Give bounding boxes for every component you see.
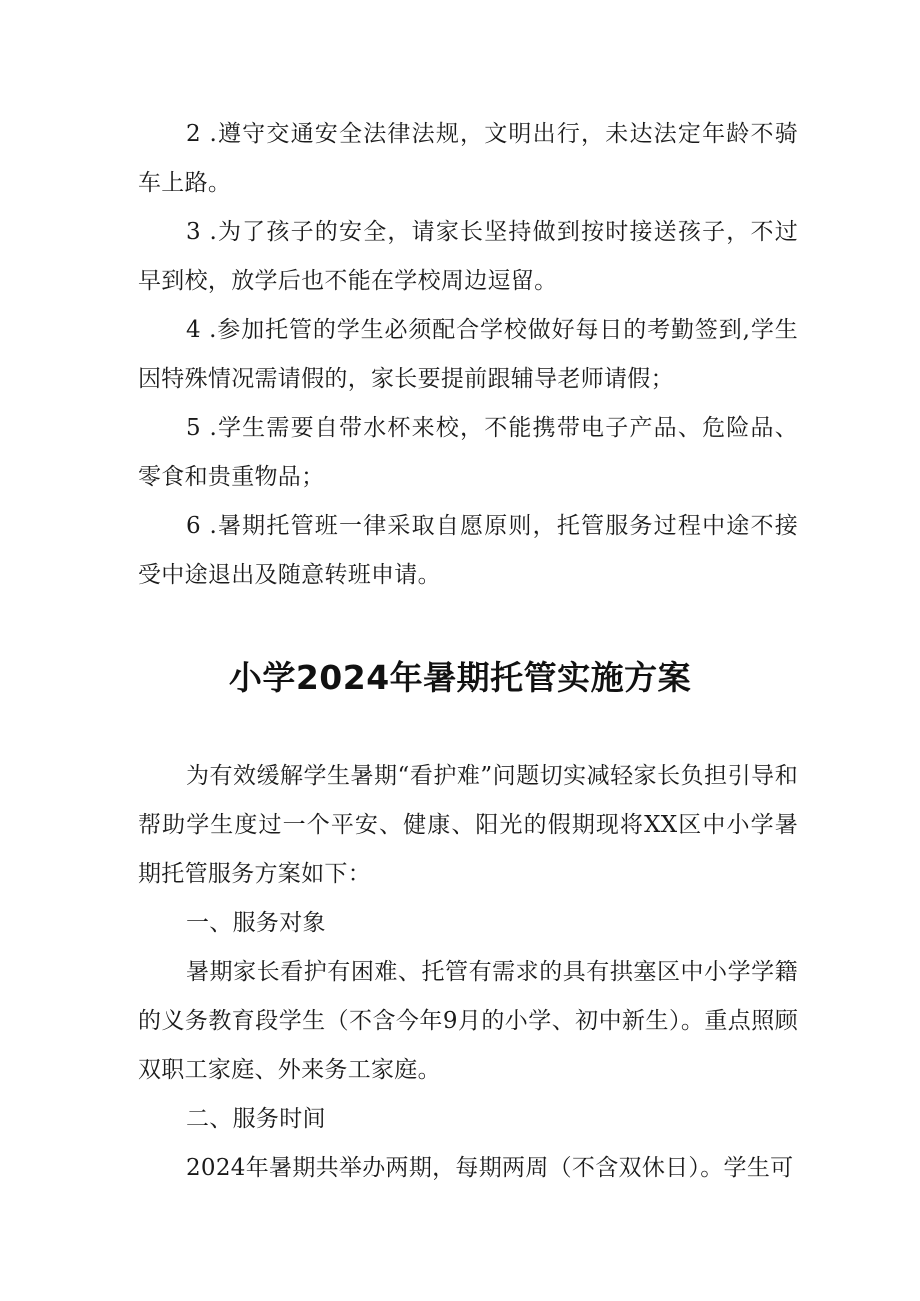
rule-item-6: 6 .暑期托管班一律采取自愿原则，托管服务过程中途不接受中途退出及随意转班申请。: [138, 513, 798, 588]
rule-item-2: 2 .遵守交通安全法律法规，文明出行，未达法定年龄不骑车上路。: [138, 121, 798, 196]
rule-item-5: 5 .学生需要自带水杯来校，不能携带电子产品、危险品、零食和贵重物品；: [138, 415, 798, 490]
plan-title: 小学2024年暑期托管实施方案: [228, 658, 692, 697]
section-body-service-time: 2024年暑期共举办两期，每期两周（不含双休日）。学生可: [186, 1155, 794, 1181]
rule-item-3: 3 .为了孩子的安全，请家长坚持做到按时接送孩子，不过早到校，放学后也不能在学校周边逗留。: [138, 219, 798, 294]
section-heading-service-target: 一、服务对象: [186, 910, 326, 936]
plan-intro: 为有效缓解学生暑期“看护难”问题切实减轻家长负担引导和帮助学生度过一个平安、健康、阳光的假期现将XX区中小学暑期托管服务方案如下：: [138, 763, 798, 887]
section-body-service-target: 暑期家长看护有困难、托管有需求的具有拱塞区中小学学籍的义务教育段学生（不含今年9月的小学、初中新生）。重点照顾双职工家庭、外来务工家庭。: [138, 959, 798, 1083]
section-heading-service-time: 二、服务时间: [186, 1106, 326, 1132]
rule-item-4: 4 .参加托管的学生必须配合学校做好每日的考勤签到,学生因特殊情况需请假的，家长要提前跟辅导老师请假；: [138, 317, 798, 392]
